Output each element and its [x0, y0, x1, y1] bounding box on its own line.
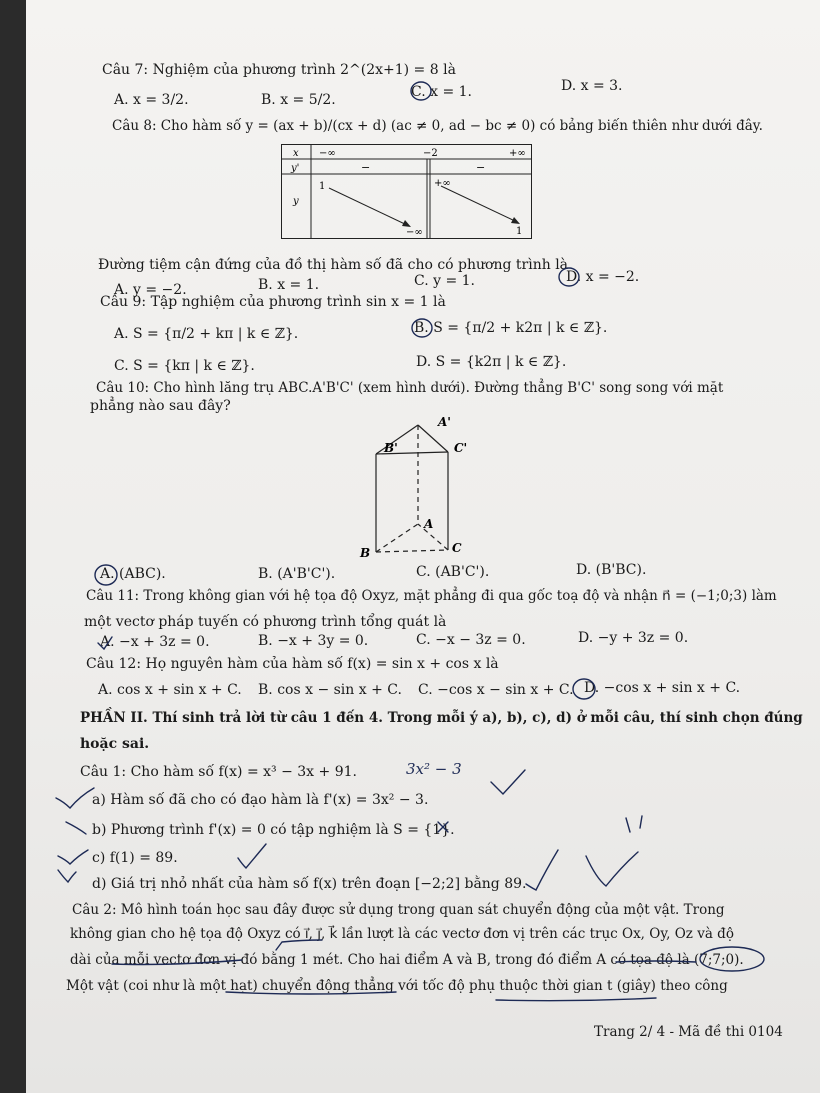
underline-thoi-gian: [496, 998, 656, 1001]
p2q2-line1: Câu 2: Mô hình toán học sau đây được sử dụng trong quan sát chuyển động của một vật. Trong: [72, 902, 725, 918]
table-sign-left: −: [361, 161, 371, 174]
p2q1-a: a) Hàm số đã cho có đạo hàm là f'(x) = 3x² − 3.: [92, 792, 429, 808]
q12-option-d: D. −cos x + sin x + C.: [584, 680, 741, 696]
q9-option-b: B. S = {π/2 + k2π | k ∈ ℤ}.: [414, 320, 608, 336]
q7-option-d: D. x = 3.: [561, 78, 623, 94]
q9-option-c: C. S = {kπ | k ∈ ℤ}.: [114, 358, 255, 374]
table-y-left-top: 1: [319, 181, 326, 192]
q12-option-c: C. −cos x − sin x + C.: [418, 682, 574, 698]
circle-q7-c: [411, 82, 431, 100]
part2-heading-line2: hoặc sai.: [80, 736, 150, 752]
label-C: C: [452, 541, 462, 555]
p2q2-line4: Một vật (coi như là một hạt) chuyển động thẳng với tốc độ phụ thuộc thời gian t (giây) theo công: [66, 978, 728, 994]
q8-option-d: D. x = −2.: [566, 269, 640, 285]
table-yprime-label: y': [291, 163, 300, 174]
q11-option-d: D. −y + 3z = 0.: [578, 630, 689, 646]
tick-p2q1-c-right: [238, 844, 266, 868]
q8-option-c: C. y = 1.: [414, 273, 476, 289]
cross-p2q1-b: [438, 822, 448, 832]
p2q1-b: b) Phương trình f'(x) = 0 có tập nghiệm là S = {1}.: [92, 822, 455, 838]
underline-1met: [276, 940, 322, 950]
q10-option-a: A. (ABC).: [100, 566, 166, 582]
table-x-mid: −2: [423, 148, 438, 159]
scribble-right: [586, 852, 638, 886]
circle-q8-d: [559, 268, 579, 286]
table-x-label: x: [293, 148, 299, 159]
q10-stem-line2: phẳng nào sau đây?: [90, 398, 231, 414]
tick-p2q1-c: [58, 850, 88, 864]
handwritten-note: 3x² − 3: [406, 760, 462, 778]
label-A: A: [424, 517, 434, 531]
q10-option-b: B. (A'B'C').: [258, 566, 336, 582]
q12-stem: Câu 12: Họ nguyên hàm của hàm số f(x) = sin x + cos x là: [86, 656, 499, 672]
underline-mooi-vecto: [112, 960, 242, 965]
label-C-prime: C': [454, 441, 468, 455]
q12-option-a: A. cos x + sin x + C.: [98, 682, 242, 698]
q9-option-a: A. S = {π/2 + kπ | k ∈ ℤ}.: [114, 326, 299, 342]
circle-point-A: [700, 947, 764, 971]
tick-p2q1-a: [56, 788, 94, 808]
p2q1-stem: Câu 1: Cho hàm số f(x) = x³ − 3x + 91.: [80, 764, 357, 780]
circle-q9-b: [412, 319, 432, 337]
table-y-right-bottom: 1: [516, 226, 523, 237]
tick-p2q1-d: [58, 870, 76, 882]
q8-question: Đường tiệm cận đứng của đồ thị hàm số đã cho có phương trình là: [98, 257, 569, 273]
q11-stem-line2: một vectơ pháp tuyến có phương trình tổng quát là: [84, 614, 447, 630]
p2q1-d: d) Giá trị nhỏ nhất của hàm số f(x) trên đoạn [−2;2] bằng 89.: [92, 876, 527, 892]
label-B: B: [360, 546, 371, 560]
label-A-prime: A': [438, 415, 451, 429]
q9-option-d: D. S = {k2π | k ∈ ℤ}.: [416, 354, 567, 370]
p2q2-line2: không gian cho hệ tọa độ Oxyz có i⃗, j⃗, k⃗ lần lượt là các vectơ đơn vị trên các trục Ox, Oy, Oz và độ: [70, 926, 734, 942]
q11-stem-line1: Câu 11: Trong không gian với hệ tọa độ Oxyz, mặt phẳng đi qua gốc toạ độ và nhận n⃗ = (−1;0;3) làm: [86, 588, 777, 604]
p2q1-c: c) f(1) = 89.: [92, 850, 178, 866]
table-x-left: −∞: [319, 148, 336, 159]
q8-stem: Câu 8: Cho hàm số y = (ax + b)/(cx + d) (ac ≠ 0, ad − bc ≠ 0) có bảng biến thiên như dưới đây.: [112, 118, 763, 134]
q11-option-b: B. −x + 3y = 0.: [258, 633, 369, 649]
table-sign-right: −: [476, 161, 486, 174]
circle-q10-a: [95, 565, 117, 585]
p2q2-line3: dài của mỗi vectơ đơn vị đó bằng 1 mét. Cho hai điểm A và B, trong đó điểm A có tọa độ là (7;7;0).: [70, 952, 744, 968]
exam-page: [26, 0, 820, 1093]
q8-option-a: A. y = −2.: [114, 282, 187, 298]
scribble-top-right: [626, 816, 642, 832]
table-y-right-top: +∞: [434, 178, 451, 189]
pen-marks: [26, 0, 820, 1093]
q9-stem: Câu 9: Tập nghiệm của phương trình sin x = 1 là: [100, 294, 446, 310]
q10-stem-line1: Câu 10: Cho hình lăng trụ ABC.A'B'C' (xem hình dưới). Đường thẳng B'C' song song với mặt: [96, 380, 724, 396]
q7-stem: Câu 7: Nghiệm của phương trình 2^(2x+1) = 8 là: [102, 62, 456, 78]
table-y-left-bottom: −∞: [406, 227, 423, 238]
q10-option-c: C. (AB'C').: [416, 564, 490, 580]
page-footer: Trang 2/ 4 - Mã đề thi 0104: [594, 1024, 783, 1040]
part2-heading-line1: PHẦN II. Thí sinh trả lời từ câu 1 đến 4. Trong mỗi ý a), b), c), d) ở mỗi câu, thí sinh chọn đúng: [80, 710, 803, 726]
q11-option-c: C. −x − 3z = 0.: [416, 632, 526, 648]
tick-p2q1-d-right: [526, 850, 558, 890]
mark-q11-a: [98, 637, 112, 649]
table-x-right: +∞: [509, 148, 526, 159]
q7-option-b: B. x = 5/2.: [261, 92, 336, 108]
q7-option-c: C. x = 1.: [411, 84, 472, 100]
mark-p2q1-b: [66, 822, 86, 834]
circle-q12-d: [573, 679, 595, 699]
table-y-label: y: [293, 196, 299, 207]
q8-option-b: B. x = 1.: [258, 277, 320, 293]
q7-option-a: A. x = 3/2.: [114, 92, 189, 108]
q11-option-a: A. −x + 3z = 0.: [100, 634, 210, 650]
q12-option-b: B. cos x − sin x + C.: [258, 682, 402, 698]
underline-chuyen-dong: [226, 992, 396, 994]
label-B-prime: B': [384, 441, 398, 455]
q10-option-d: D. (B'BC).: [576, 562, 647, 578]
underline-diem-A: [616, 961, 696, 962]
tick-p2q1-stem: [491, 770, 525, 794]
